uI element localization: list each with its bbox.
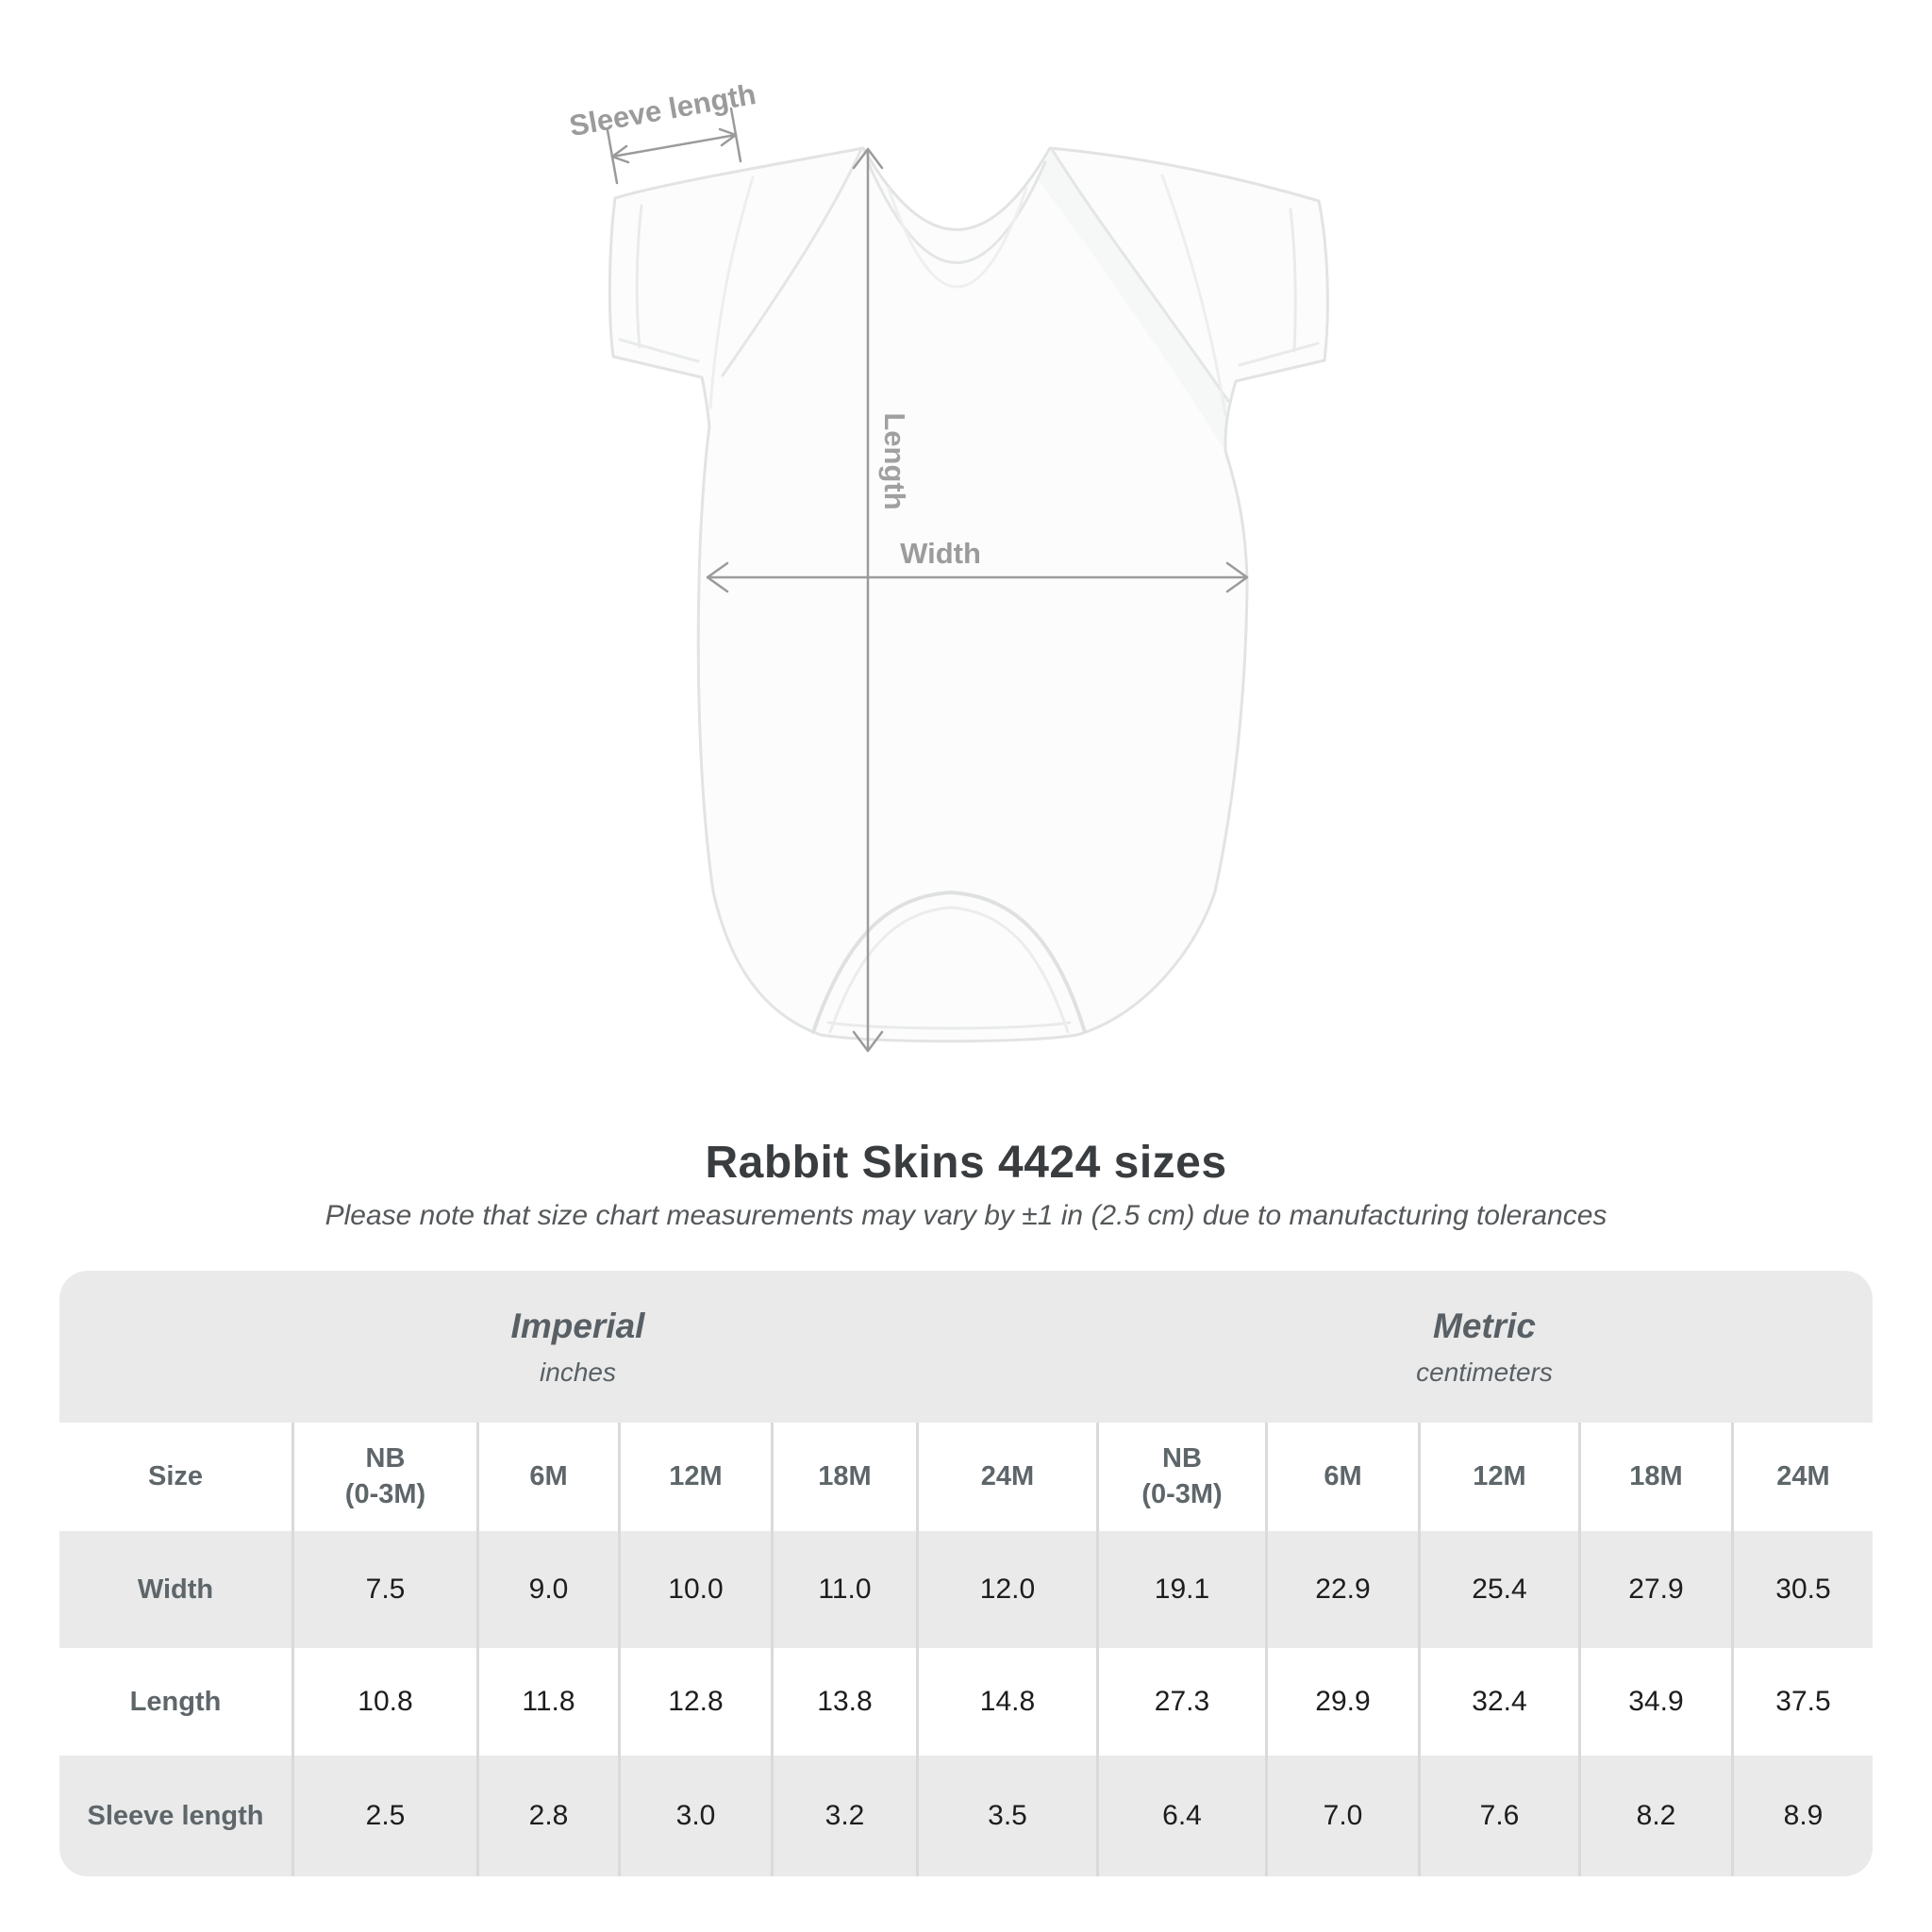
- value-cell: 3.0: [618, 1756, 771, 1876]
- value-cell: 9.0: [476, 1531, 618, 1648]
- sleeve-length-label: Sleeve length: [566, 76, 758, 143]
- value-cell: 13.8: [771, 1648, 916, 1756]
- length-label: Length: [878, 412, 911, 510]
- value-cell: 7.0: [1265, 1756, 1418, 1876]
- col-header-24m-imperial: [916, 1423, 1096, 1531]
- imperial-section-header: [59, 1271, 1096, 1423]
- value-cell: 32.4: [1418, 1648, 1578, 1756]
- value-cell: 2.5: [291, 1756, 476, 1876]
- value-cell: 27.9: [1578, 1531, 1731, 1648]
- value-cell: 2.8: [476, 1756, 618, 1876]
- col-header-size: Size: [147, 1460, 204, 1491]
- imperial-label: Imperial: [510, 1306, 645, 1345]
- row-label-sleeve-length: Sleeve length: [59, 1756, 291, 1876]
- value-cell: 14.8: [916, 1648, 1096, 1756]
- value-cell: 11.0: [771, 1531, 916, 1648]
- value-cell: 27.3: [1096, 1648, 1265, 1756]
- value-cell: 7.5: [291, 1531, 476, 1648]
- value-cell: 37.5: [1731, 1648, 1873, 1756]
- col-header-nb-imperial: [291, 1423, 476, 1531]
- col-header-text: NB: [365, 1442, 406, 1474]
- imperial-unit-label: inches: [540, 1357, 616, 1387]
- value-cell: 6.4: [1096, 1756, 1265, 1876]
- value-cell: 29.9: [1265, 1648, 1418, 1756]
- col-header-18m-imperial: [771, 1423, 916, 1531]
- col-header-text: (0-3M): [344, 1478, 426, 1509]
- col-header-text: 18M: [1629, 1460, 1683, 1491]
- value-cell: 12.8: [618, 1648, 771, 1756]
- garment-illustration: [609, 148, 1327, 1041]
- col-header-12m-metric: [1418, 1423, 1578, 1531]
- value-cell: 19.1: [1096, 1531, 1265, 1648]
- col-header-18m-metric: [1578, 1423, 1731, 1531]
- value-cell: 12.0: [916, 1531, 1096, 1648]
- page-title: Rabbit Skins 4424 sizes: [705, 1138, 1227, 1188]
- col-header-6m-metric: [1265, 1423, 1418, 1531]
- col-header-text: (0-3M): [1141, 1478, 1223, 1509]
- metric-label: Metric: [1433, 1306, 1536, 1345]
- value-cell: 34.9: [1578, 1648, 1731, 1756]
- col-header-text: 24M: [1776, 1460, 1830, 1491]
- value-cell: 8.9: [1731, 1756, 1873, 1876]
- value-cell: 30.5: [1731, 1531, 1873, 1648]
- col-header-text: 12M: [669, 1460, 723, 1491]
- tolerance-note: Please note that size chart measurements may vary by ±1 in (2.5 cm) due to manufacturing tolerances: [325, 1200, 1607, 1231]
- row-label-length: Length: [129, 1686, 222, 1717]
- col-header-nb-metric: [1096, 1423, 1265, 1531]
- metric-section-header: [1096, 1271, 1873, 1423]
- value-cell: 22.9: [1265, 1531, 1418, 1648]
- col-header-text: 6M: [1324, 1460, 1362, 1491]
- metric-unit-label: centimeters: [1416, 1357, 1553, 1387]
- col-header-text: 6M: [529, 1460, 568, 1491]
- size-table: [59, 1271, 1873, 1876]
- col-header-12m-imperial: [618, 1423, 771, 1531]
- col-header-text: 12M: [1473, 1460, 1526, 1491]
- value-cell: 25.4: [1418, 1531, 1578, 1648]
- col-header-text: 24M: [980, 1460, 1035, 1491]
- value-cell: 3.2: [771, 1756, 916, 1876]
- col-header-6m-imperial: [476, 1423, 618, 1531]
- value-cell: 11.8: [476, 1648, 618, 1756]
- col-header-text: NB: [1162, 1442, 1202, 1474]
- col-header-24m-metric: [1731, 1423, 1873, 1531]
- width-label: Width: [900, 537, 981, 570]
- value-cell: 8.2: [1578, 1756, 1731, 1876]
- value-cell: 3.5: [916, 1756, 1096, 1876]
- value-cell: 7.6: [1418, 1756, 1578, 1876]
- col-header-text: 18M: [818, 1460, 872, 1491]
- row-label-width: Width: [59, 1531, 291, 1648]
- value-cell: 10.0: [618, 1531, 771, 1648]
- value-cell: 10.8: [291, 1648, 476, 1756]
